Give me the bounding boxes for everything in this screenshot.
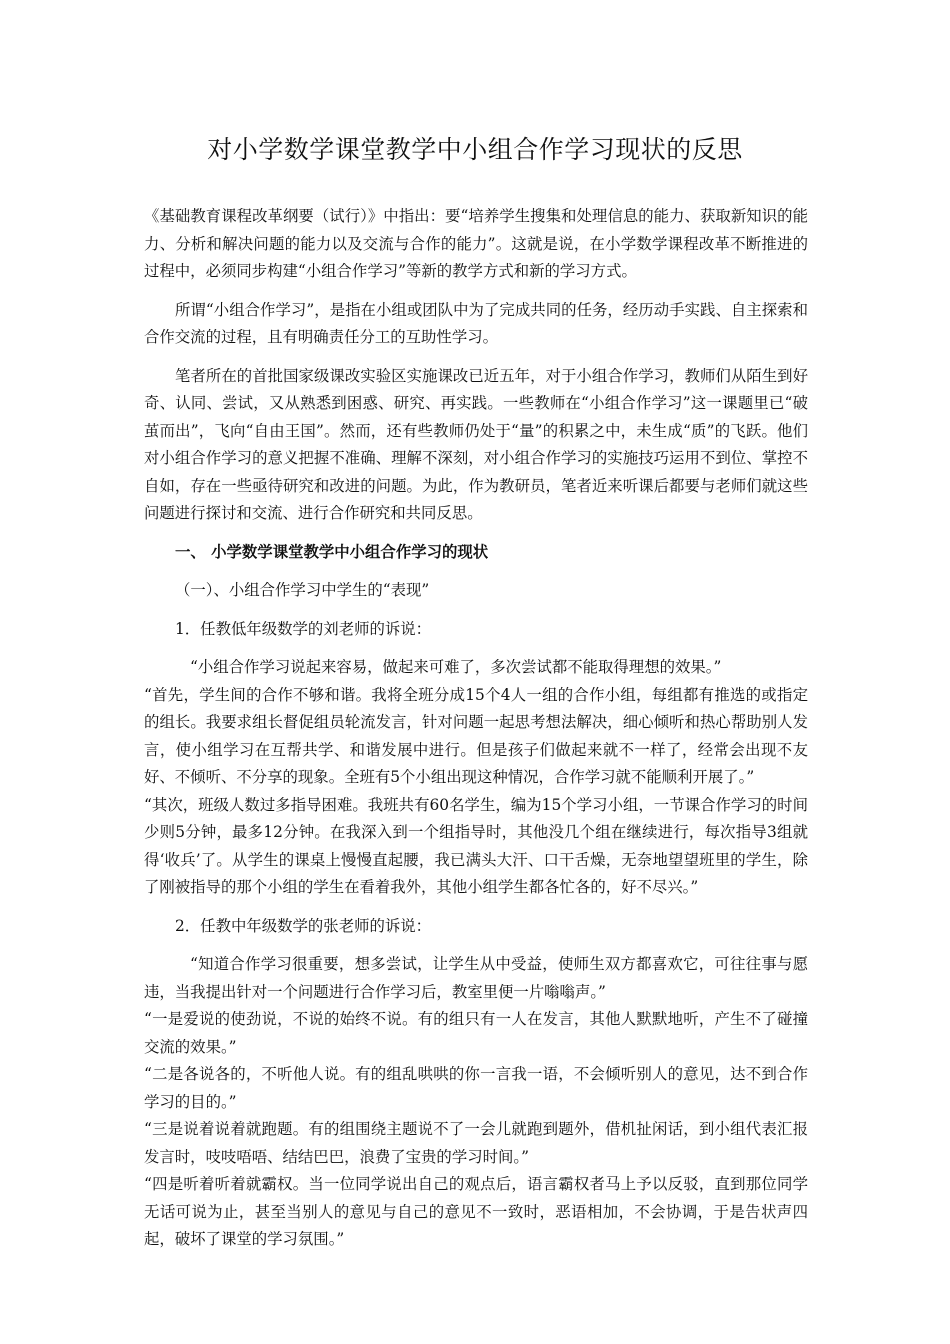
teacher-zhang-paragraph: “一是爱说的使劲说，不说的始终不说。有的组只有一人在发言，其他人默默地听，产生不了碰撞交流的效果。”	[144, 1010, 808, 1056]
subsection-heading: （一）、小组合作学习中学生的“表现”	[175, 581, 430, 599]
teacher-liu-quote: “小组合作学习说起来容易，做起来可难了，多次尝试都不能取得理想的效果。”	[190, 658, 722, 676]
teacher-zhang-paragraph: “三是说着说着就跑题。有的组围绕主题说不了一会儿就跑到题外，借机扯闲话，到小组代表汇报发言时，吱吱唔唔、结结巴巴，浪费了宝贵的学习时间。”	[144, 1120, 808, 1166]
background-paragraph: 笔者所在的首批国家级课改实验区实施课改已近五年，对于小组合作学习，教师们从陌生到好奇、认同、尝试，又从熟悉到困惑、研究、再实践。一些教师在“小组合作学习”这一课题里已“破茧而出”，飞向“自由王国”。然而，还有些教师仍处于“量”的积累之中，未生成“质”的飞跃。他们对小组合作学习的意义把握不准确、理解不深刻，对小组合作学习的实施技巧运用不到位、掌控不自如，存在一些亟待研究和改进的问题。为此，作为教研员，笔者近来听课后都要与老师们就这些问题进行探讨和交流、进行合作研究和共同反思。	[144, 366, 808, 522]
teacher-zhang-paragraph: “二是各说各的，不听他人说。有的组乱哄哄的你一言我一语，不会倾听别人的意见，达不到合作学习的目的。”	[144, 1065, 808, 1111]
definition-paragraph: 所谓“小组合作学习”，是指在小组或团队中为了完成共同的任务，经历动手实践、自主探索和合作交流的过程，且有明确责任分工的互助性学习。	[144, 300, 808, 346]
section-heading: 一、 小学数学课堂教学中小组合作学习的现状	[175, 542, 489, 561]
teacher-liu-heading: 1．任教低年级数学的刘老师的诉说：	[175, 619, 432, 638]
document-title: 对小学数学课堂教学中小组合作学习现状的反思	[207, 135, 743, 164]
teacher-liu-paragraph: “其次，班级人数过多指导困难。我班共有60名学生，编为15个学习小组，一节课合作学习的时间少则5分钟，最多12分钟。在我深入到一个组指导时，其他没几个组在继续进行，每次指导3组就得‘收兵’了。从学生的课桌上慢慢直起腰，我已满头大汗、口干舌燥，无奈地望望班里的学生，除了刚被指导的那个小组的学生在看着我外，其他小组学生都各忙各的，好不尽兴。”	[144, 795, 808, 896]
document-body	[144, 203, 808, 1254]
teacher-zhang-paragraph: “四是听着听着就霸权。当一位同学说出自己的观点后，语言霸权者马上予以反驳，直到那位同学无话可说为止，甚至当别人的意见与自己的意见不一致时，恶语相加，不会协调，于是告状声四起，破坏了课堂的学习氛围。”	[144, 1175, 808, 1248]
intro-paragraph: 《基础教育课程改革纲要（试行）》中指出：要“培养学生搜集和处理信息的能力、获取新知识的能力、分析和解决问题的能力以及交流与合作的能力”。这就是说，在小学数学课程改革不断推进的过程中，必须同步构建“小组合作学习”等新的教学方式和新的学习方式。	[144, 207, 808, 280]
teacher-liu-paragraph: “首先，学生间的合作不够和谐。我将全班分成15个4人一组的合作小组，每组都有推选的或指定的组长。我要求组长督促组员轮流发言，针对问题一起思考想法解决，细心倾听和热心帮助别人发言，使小组学习在互帮共学、和谐发展中进行。但是孩子们做起来就不一样了，经常会出现不友好、不倾听、不分享的现象。全班有5个小组出现这种情况，合作学习就不能顺利开展了。”	[144, 685, 808, 786]
teacher-zhang-quote: “知道合作学习很重要，想多尝试，让学生从中受益，使师生双方都喜欢它，可往往事与愿违，当我提出针对一个问题进行合作学习后，教室里便一片嗡嗡声。”	[144, 955, 808, 1001]
teacher-zhang-heading: 2．任教中年级数学的张老师的诉说：	[175, 916, 432, 935]
